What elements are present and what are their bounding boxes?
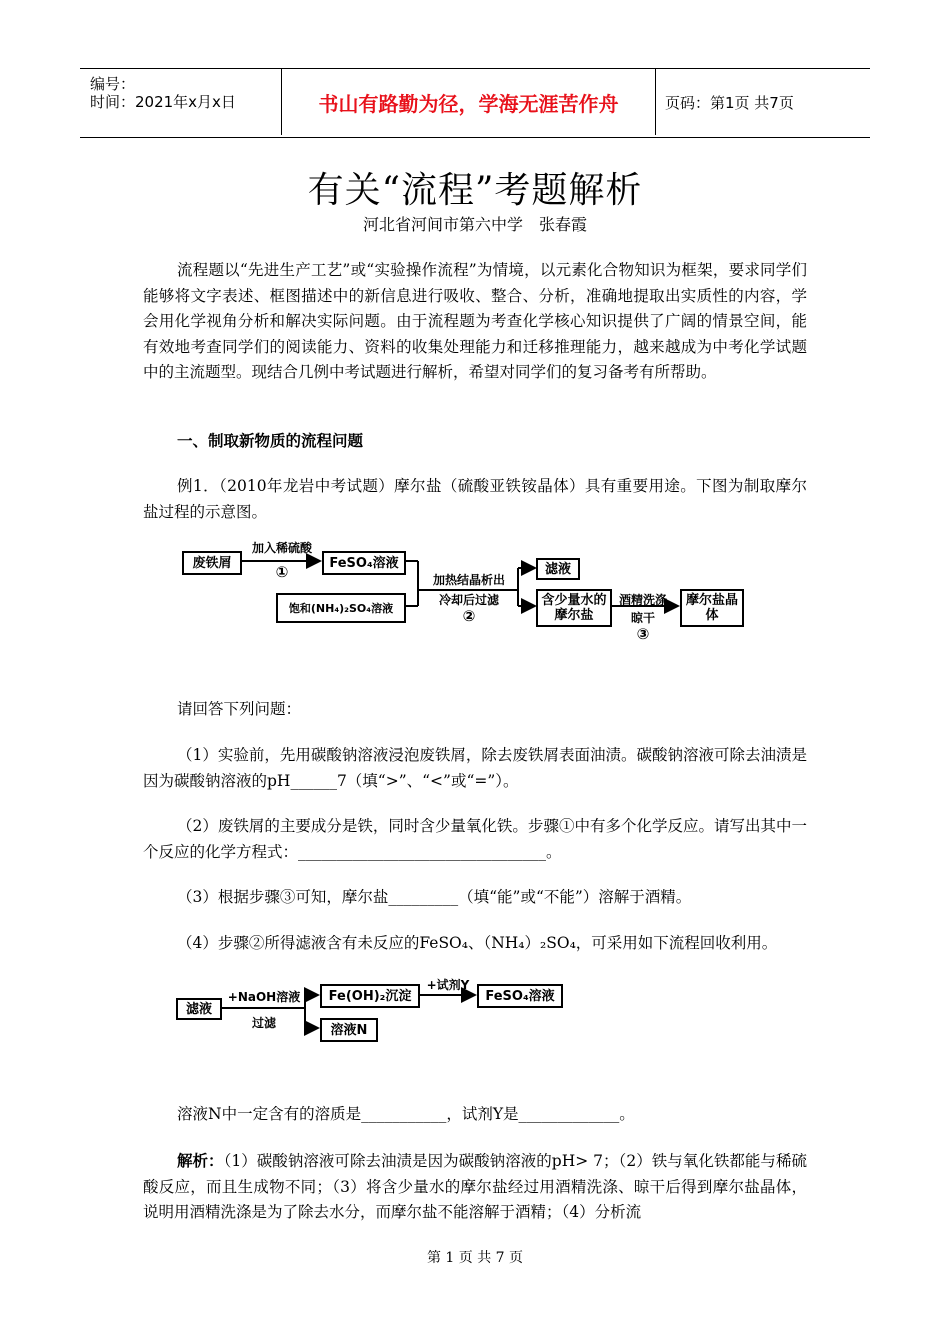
intro-paragraph: 流程题以“先进生产工艺”或“实验操作流程”为情境，以元素化合物知识为框架，要求同学们能够将文字表述、框图描述中的新信息进行吸收、整合、分析，准确地提取出实质性的内容，学会用化学视角分析和解决实际问题。由于流程题为考查化学核心知识提供了广阔的情景空间，能有效地考查同学们的阅读能力、资料的收集处理能力和迁移推理能力，越来越成为中考化学试题中的主流题型。现结合几例中考试题进行解析，希望对同学们的复习备考有所帮助。 — [143, 261, 807, 381]
number-label: 编号： — [90, 75, 136, 93]
step-2-label: ② — [462, 607, 476, 625]
wash-label-1: 酒精洗涤 — [618, 593, 667, 607]
question-5: 溶液N中一定含有的溶质是___________，试剂Y是_____________。 — [177, 1105, 635, 1123]
question-4: （4）步骤②所得滤液含有未反应的FeSO₄、（NH₄）₂SO₄，可采用如下流程回收利用。 — [177, 934, 778, 952]
feso4-box-2: FeSO₄溶液 — [477, 984, 563, 1008]
analysis-text: （1）碳酸钠溶液可除去油渍是因为碳酸钠溶液的pH> 7；（2）铁与氧化铁都能与稀硫酸反应，而且生成物不同；（3）将含少量水的摩尔盐经过用酒精洗涤、晾干后得到摩尔盐晶体，说明用酒精洗涤是为了除去水分，而摩尔盐不能溶解于酒精；（4）分析流 — [143, 1152, 807, 1221]
motto: 书山有路勤为径，学海无涯苦作舟 — [281, 69, 656, 135]
page-footer: 第 1 页 共 7 页 — [426, 1250, 524, 1266]
step-1-label: ① — [275, 563, 289, 581]
heat-label-1: 加热结晶析出 — [432, 573, 505, 587]
flow-diagram-1 — [150, 535, 770, 655]
filtrate-box: 滤液 — [536, 558, 580, 580]
header-info — [80, 69, 280, 137]
crystal-box: 摩尔盐晶体 — [680, 589, 744, 627]
analysis-paragraph — [143, 1148, 807, 1226]
wash-label-2: 晾干 — [630, 611, 655, 625]
page-header — [80, 68, 870, 138]
flow-diagram-2 — [170, 970, 590, 1050]
question-2: （2）废铁屑的主要成分是铁，同时含少量氧化铁。步骤①中有多个化学反应。请写出其中一个反应的化学方程式：________________________________。 — [143, 817, 807, 861]
section-heading: 一、制取新物质的流程问题 — [177, 431, 364, 450]
naoh-label: +NaOH溶液 — [227, 990, 301, 1004]
solution-n-box: 溶液N — [320, 1018, 378, 1042]
ammonium-sulfate-box: 饱和(NH₄)₂SO₄溶液 — [276, 593, 406, 623]
step-3-label: ③ — [636, 625, 650, 643]
page-info: 页码：第1页 共7页 — [665, 94, 794, 112]
filter-label: 过滤 — [251, 1016, 276, 1030]
example-1: 例1．（2010年龙岩中考试题）摩尔盐（硫酸亚铁铵晶体）具有重要用途。下图为制取摩尔盐过程的示意图。 — [143, 477, 807, 521]
feso4-box: FeSO₄溶液 — [322, 551, 406, 575]
add-acid-label: 加入稀硫酸 — [251, 541, 312, 555]
reagent-label: +试剂Y — [426, 978, 470, 992]
filtrate-box-2: 滤液 — [176, 998, 222, 1020]
page-title: 有关“流程”考题解析 — [307, 170, 643, 211]
heat-label-2: 冷却后过滤 — [438, 593, 499, 607]
wet-salt-box: 含少量水的摩尔盐 — [536, 589, 612, 627]
prompt: 请回答下列问题： — [177, 700, 302, 718]
scrap-iron-box: 废铁屑 — [182, 551, 242, 575]
precipitate-box: Fe(OH)₂沉淀 — [320, 984, 420, 1008]
flow-arrows-2 — [170, 970, 590, 1050]
question-1: （1）实验前，先用碳酸钠溶液浸泡废铁屑，除去废铁屑表面油渍。碳酸钠溶液可除去油渍是因为碳酸钠溶液的pH______7（填“>”、“<”或“=”）。 — [143, 746, 807, 790]
analysis-label: 解析： — [177, 1151, 224, 1170]
author: 河北省河间市第六中学 张春霞 — [362, 215, 587, 234]
date-label: 时间：2021年x月x日 — [90, 93, 236, 111]
question-3: （3）根据步骤③可知，摩尔盐_________（填“能”或“不能”）溶解于酒精。 — [177, 888, 692, 906]
